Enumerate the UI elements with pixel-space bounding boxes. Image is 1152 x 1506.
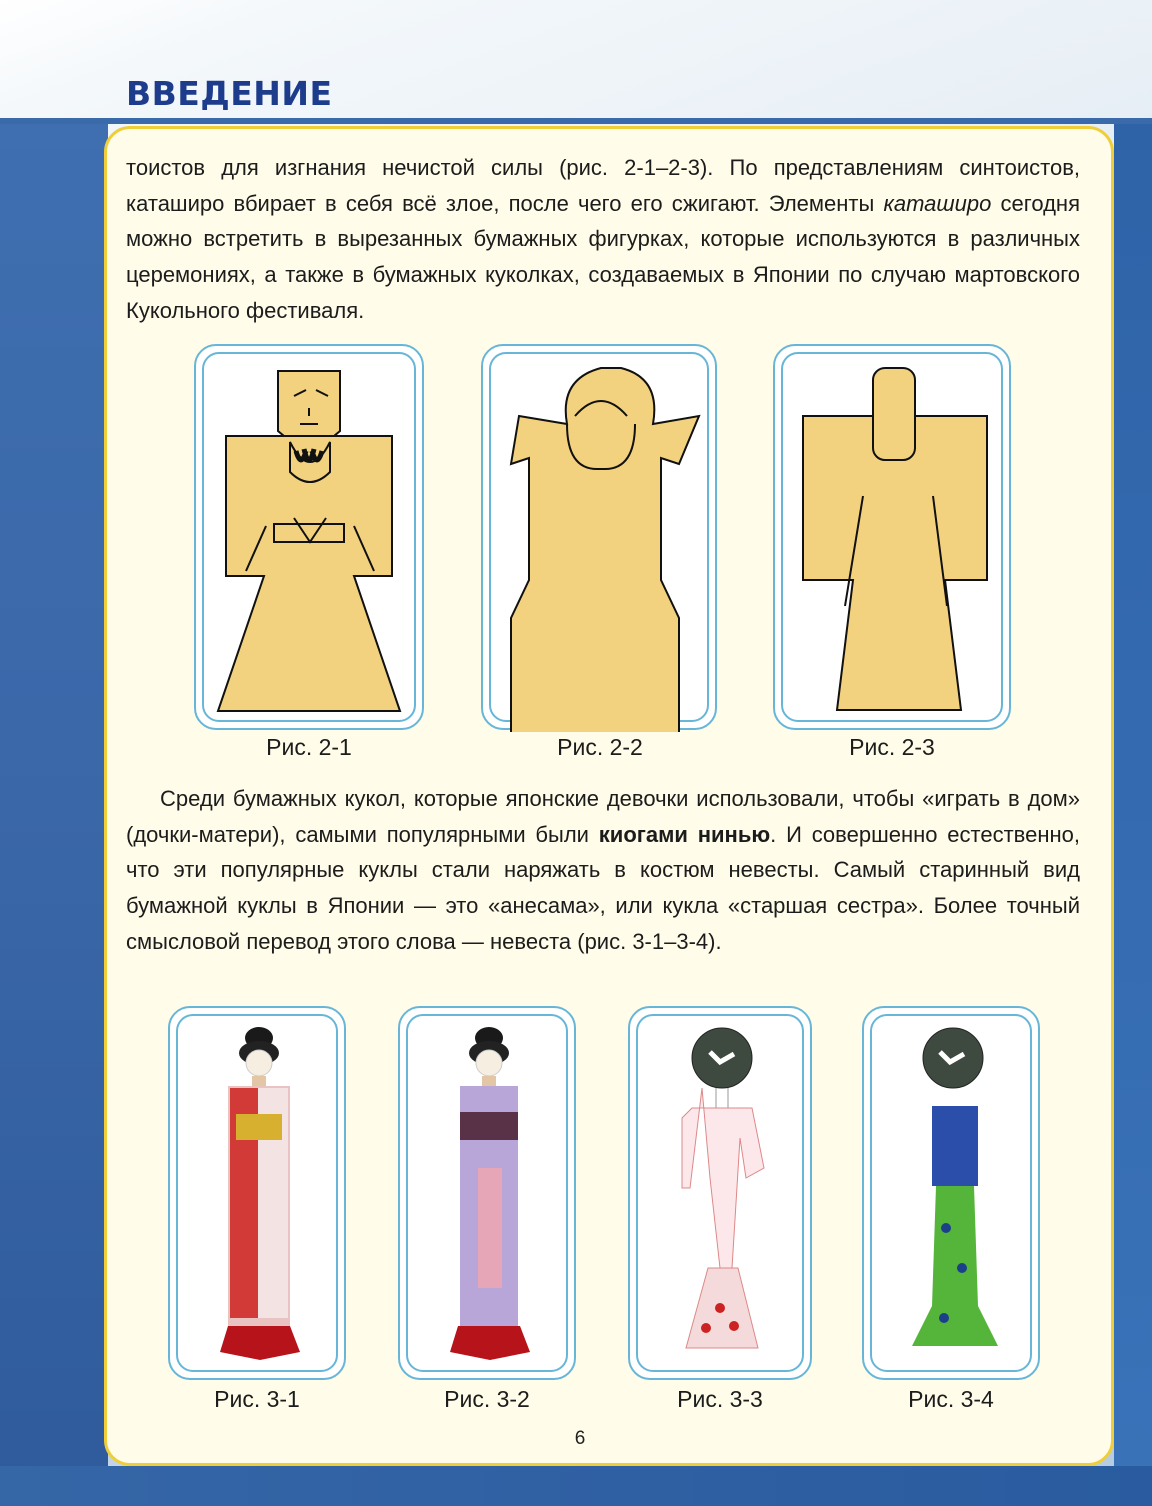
anesama-doll-3-4 [864,1008,1042,1382]
anesama-doll-3-3 [630,1008,814,1382]
anesama-doll-3-1 [170,1008,348,1382]
left-blue-band [0,118,108,1506]
section-heading: ВВЕДЕНИЕ [126,74,333,113]
paragraph-2-bold: киогами нинью [598,821,771,847]
paragraph-2-text-b: . И совершенно естественно, что эти популярные куклы стали наряжать в костюм невесты. Самый старинный вид бумажной куклы в Японии — это «анесама», или кукла «старшая сестра». Более точный смысловой перевод этого слова — невеста (рис. 3-1–3-4). [126,821,1080,954]
page-number: 6 [574,1428,586,1449]
figure-3-1-card [168,1006,346,1380]
paragraph-2-text-a: Среди бумажных кукол, которые японские девочки использовали, чтобы «играть в дом» (дочки-матери), самыми популярными были [126,786,1080,847]
figure-3-3-card [628,1006,812,1380]
figure-3-1-caption: Рис. 3-1 [214,1386,300,1412]
figure-3-4-caption: Рис. 3-4 [908,1386,994,1412]
paragraph-1-emphasis: каташиро [883,190,992,216]
figure-3-3-caption: Рис. 3-3 [677,1386,763,1412]
right-blue-band [1114,118,1152,1506]
figure-3-4-card [862,1006,1040,1380]
katashiro-figure-2-1 [196,346,426,732]
figure-2-3-caption: Рис. 2-3 [849,734,935,760]
figure-2-1-caption: Рис. 2-1 [266,734,352,760]
paragraph-1-text-b: сегодня можно встретить в вырезанных бумажных фигурках, которые используются в различных церемониях, а также в бумажных куколках, создаваемых в Японии по случаю мартовского Кукольного фестиваля. [126,190,1080,323]
paragraph-katashiro [126,150,1080,329]
bottom-blue-band [0,1466,1152,1506]
paragraph-kiogami [126,781,1080,960]
katashiro-figure-2-3 [775,346,1013,732]
figure-3-2-caption: Рис. 3-2 [444,1386,530,1412]
figure-2-1-card [194,344,424,730]
figure-2-2-caption: Рис. 2-2 [557,734,643,760]
figure-3-2-card [398,1006,576,1380]
paragraph-1-text-a: тоистов для изгнания нечистой силы (рис. 2-1–2-3). По представлениям синтоистов, каташиро вбирает в себя всё злое, после чего его сжигают. Элементы [126,155,1080,216]
figure-2-2-card [481,344,717,730]
anesama-doll-3-2 [400,1008,578,1382]
figure-2-3-card [773,344,1011,730]
header-rule [0,118,1152,124]
katashiro-figure-2-2 [483,346,719,732]
